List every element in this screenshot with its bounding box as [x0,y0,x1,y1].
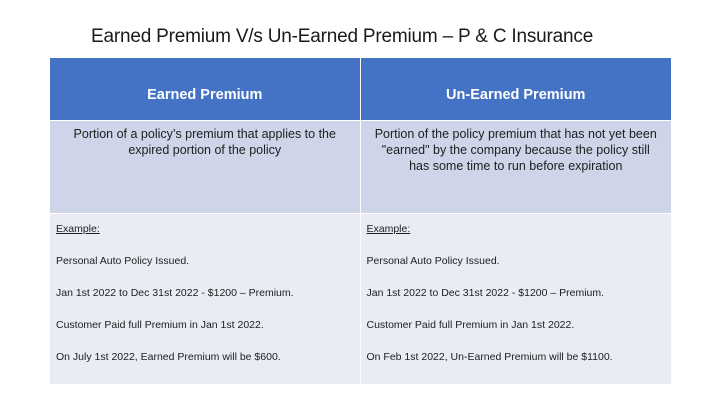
comparison-table [50,58,671,382]
example-line: On July 1st 2022, Earned Premium will be $600. [56,351,281,363]
definition-earned-premium: Portion of a policy’s premium that applies to the expired portion of the policy [50,121,361,213]
example-row [50,213,671,384]
example-label: Example: [366,223,411,235]
definition-unearned-premium: Portion of the policy premium that has not yet been "earned" by the company because the policy still has some time to run before expiration [361,121,672,213]
example-line: Customer Paid full Premium in Jan 1st 2022. [56,319,264,331]
example-line: Personal Auto Policy Issued. [366,255,500,267]
header-row [50,58,671,120]
example-line: Personal Auto Policy Issued. [56,255,190,267]
example-line: Jan 1st 2022 to Dec 31st 2022 - $1200 – Premium. [366,287,605,299]
example-unearned-premium [361,214,672,384]
example-line: Jan 1st 2022 to Dec 31st 2022 - $1200 – Premium. [56,287,294,299]
slide-title: Earned Premium V/s Un-Earned Premium – P & C Insurance [91,26,594,47]
example-line: On Feb 1st 2022, Un-Earned Premium will be $1100. [366,351,613,363]
example-earned-premium [50,214,361,384]
header-unearned-premium: Un-Earned Premium [361,58,672,120]
definition-row [50,120,671,213]
example-label: Example: [56,223,100,235]
example-line: Customer Paid full Premium in Jan 1st 2022. [366,319,575,331]
header-earned-premium: Earned Premium [50,58,361,120]
